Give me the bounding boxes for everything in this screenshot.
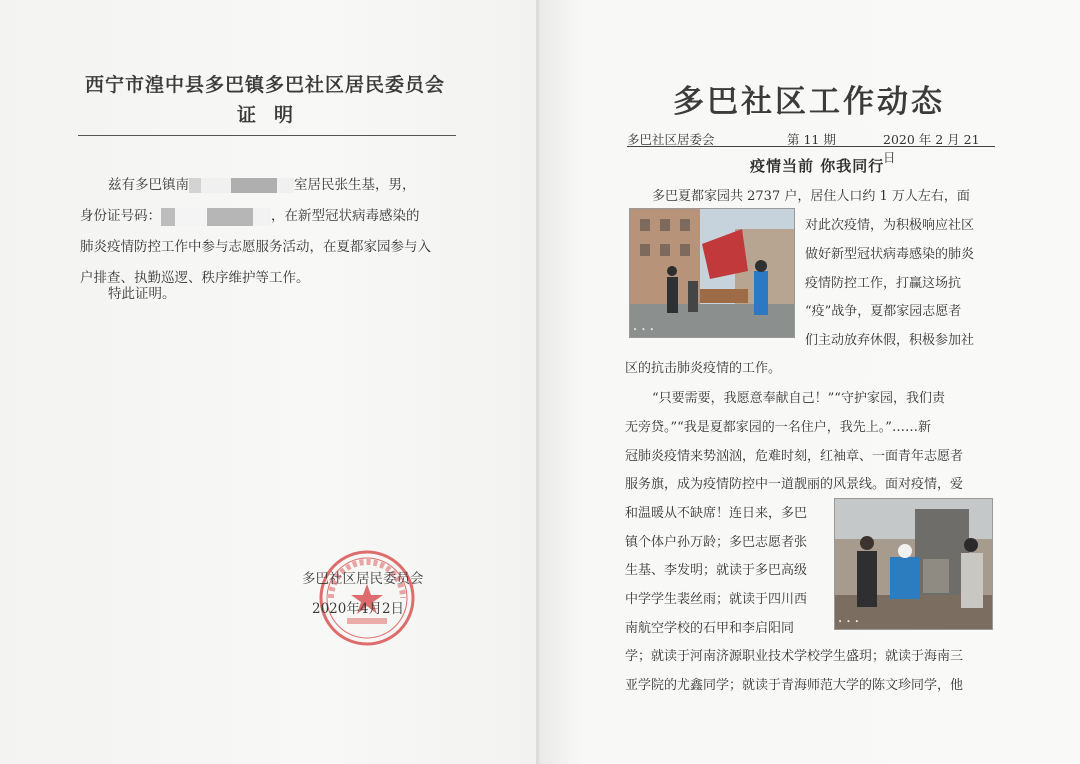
redacted-id-number [161,208,271,226]
article-line: 区的抗击肺炎疫情的工作。 [625,361,782,376]
article-line: 学；就读于河南济源职业技术学校学生盛玥；就读于海南三 [625,649,964,664]
newsletter-issue: 第 11 期 [787,132,836,147]
article-line: 对此次疫情，为积极响应社区 [805,218,975,233]
newsletter-title: 多巴社区工作动态 [673,84,945,120]
article-line: 多巴夏都家园共 2737 户，居住人口约 1 万人左右，面 [652,189,970,204]
certificate-line-1: 兹有多巴镇南 室居民张生基，男， [108,177,416,193]
article-line: 们主动放弃休假，积极参加社 [805,333,975,348]
article-line: 和温暖从不缺席！连日来，多巴 [625,506,808,521]
certificate-line-4: 户排查、执勤巡逻、秩序维护等工作。 [80,270,310,286]
article-line: 做好新型冠状病毒感染的肺炎 [805,247,975,262]
certificate-line-3: 肺炎疫情防控工作中参与志愿服务活动，在夏都家园参与入 [80,239,431,255]
certificate-org: 西宁市湟中县多巴镇多巴社区居民委员会 [84,74,445,96]
article-line: 无旁贷。”“我是夏都家园的一名住户，我先上。”……新 [625,420,931,435]
certificate-signature: 多巴社区居民委员会 [302,571,424,587]
article-line: 亚学院的尤鑫同学；就读于青海师范大学的陈文珍同学，他 [625,678,964,693]
certificate-date: 2020年4月2日 [312,601,405,617]
redacted-address [189,178,294,193]
article-line: 疫情防控工作，打赢这场抗 [805,276,962,291]
newsletter-publisher: 多巴社区居委会 [627,132,715,147]
certificate-rule [78,135,456,136]
article-line: “疫”战争，夏都家园志愿者 [805,304,962,319]
volunteer-registration-photo: • • • [834,498,993,630]
article-line: 南航空学校的石甲和李启阳同 [625,621,795,636]
newsletter-date: 2020 年 2 月 21 日 [883,132,980,165]
certificate-body [80,170,458,294]
volunteer-checkpoint-photo: • • • [629,208,795,338]
article-line: 镇个体户孙万龄；多巴志愿者张 [625,535,808,550]
article-line: 中学学生裴丝雨；就读于四川西 [625,592,808,607]
page-fold [536,0,539,764]
certificate-closing: 特此证明。 [108,286,176,302]
article-line: “只要需要，我愿意奉献自己！”“守护家园，我们责 [652,391,945,406]
certificate-heading: 证明 [236,104,311,126]
article-line: 服务旗，成为疫情防控中一道靓丽的风景线。面对疫情，爱 [625,477,964,492]
newsletter-meta [627,130,995,165]
article-line: 生基、李发明；就读于多巴高级 [625,563,808,578]
article-line: 冠肺炎疫情来势汹汹，危难时刻，红袖章、一面青年志愿者 [625,449,964,464]
newsletter-headline: 疫情当前 你我同行 [750,157,885,175]
certificate-line-2: 身份证号码： ，在新型冠状病毒感染的 [80,208,420,224]
